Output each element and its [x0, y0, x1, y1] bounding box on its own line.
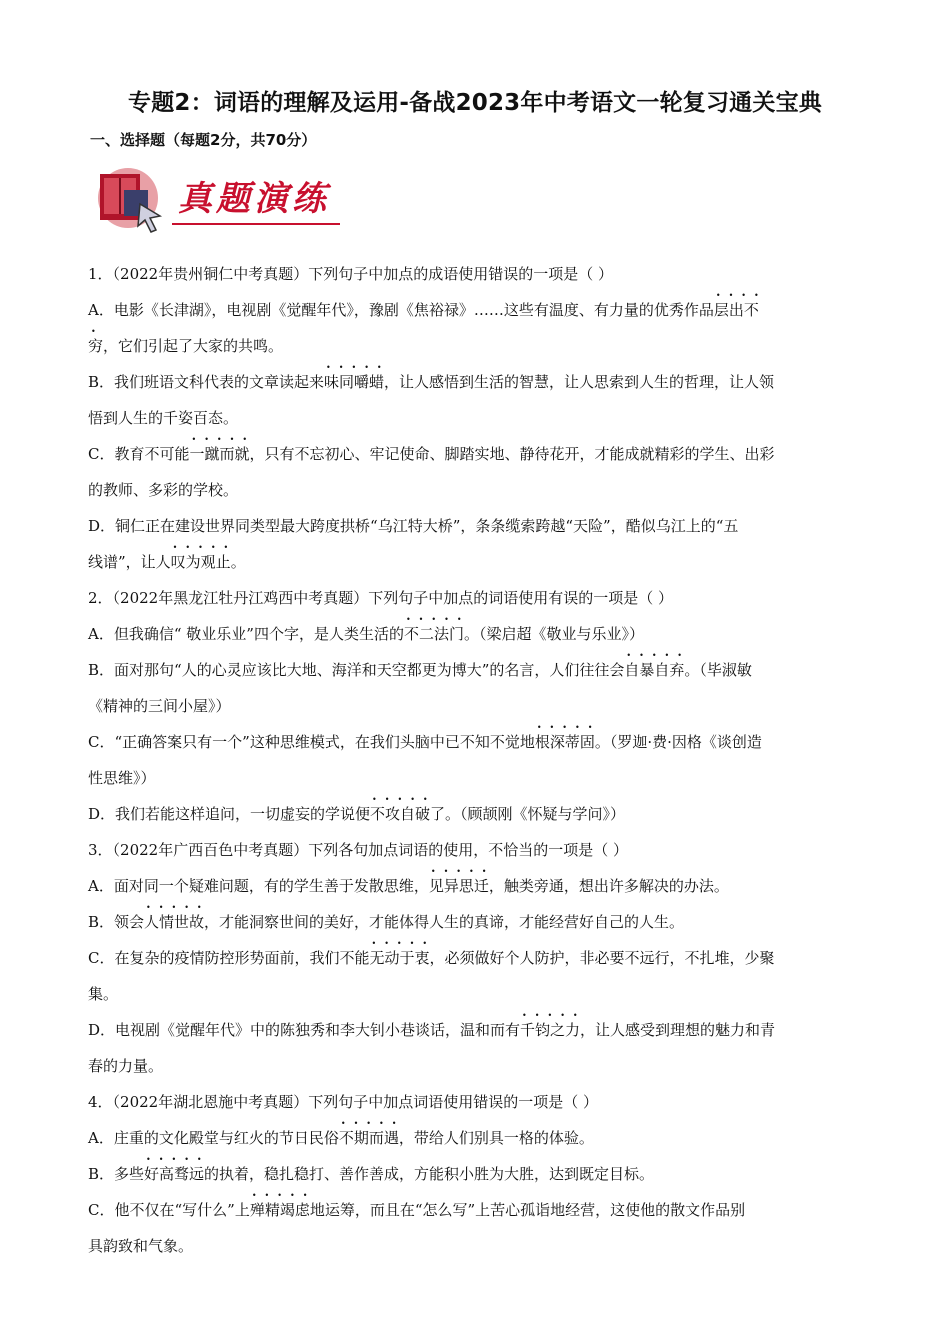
line-text: 4．（2022年湖北恩施中考真题）下列句子中加点词语使用错误的一项是（ ） [88, 1093, 598, 1111]
line-text: B．多些 [88, 1165, 145, 1183]
emphasized-phrase: ••••••• 殚精竭虑 [250, 1201, 310, 1219]
text-line [88, 550, 246, 574]
line-text: 。（毕淑敏 [684, 661, 752, 679]
line-text: A．面对同一个疑难问题，有的学生善于发散思维， [88, 877, 429, 895]
text-line [88, 334, 283, 358]
line-text: 了。（顾颉刚《怀疑与学问》） [430, 805, 626, 823]
emphasized-phrase: ••••••• 人情世故 [144, 913, 204, 931]
line-text: 集。 [88, 985, 119, 1003]
emphasized-phrase: ••••••• 层出不 [714, 301, 759, 319]
line-text: C．在复杂的疫情防控形势面前，我们不能 [88, 949, 370, 967]
text-line [88, 982, 118, 1006]
line-text: A．电影《长津湖》，电视剧《觉醒年代》，豫剧《焦裕禄》……这些有温度、有力量的优秀作品 [88, 301, 714, 319]
line-text: 3．（2022年广西百色中考真题）下列各句加点词语的使用，不恰当的一项是（ ） [88, 841, 628, 859]
line-text: 的教师、多彩的学校。 [88, 481, 239, 499]
emphasized-phrase: ••••••• 一蹴而就 [189, 445, 249, 463]
text-line [88, 910, 684, 934]
text-line [88, 1162, 654, 1186]
line-text: 春的力量。 [88, 1057, 164, 1075]
line-text: B．我们班语文科代表的文章读起来 [88, 373, 325, 391]
line-text: ，它们引起了大家的共鸣。 [103, 337, 284, 355]
text-line [88, 1090, 598, 1114]
text-line [88, 1234, 193, 1258]
text-line [88, 694, 231, 718]
emphasized-phrase: ••••••• 根深蒂固 [535, 733, 595, 751]
line-text: ，让人感悟到生活的智慧，让人思索到人生的哲理，让人领 [384, 373, 775, 391]
line-text: 线谱”，让人 [88, 553, 171, 571]
line-text: B．面对那句“人的心灵应该比大地、海洋和天空都更为博大”的名言，人们往往会 [88, 661, 625, 679]
line-text: C．他不仅在“写什么”上 [88, 1201, 250, 1219]
emphasized-phrase: ••••••• 无动于衷 [369, 949, 429, 967]
line-text: 性思维》） [88, 769, 156, 787]
line-text: B．领会 [88, 913, 145, 931]
line-text: 《精神的三间小屋》） [88, 697, 231, 715]
line-text: D．电视剧《觉醒年代》中的陈独秀和李大钊小巷谈话，温和而有 [88, 1021, 521, 1039]
section-heading: 一、选择题（每题2分，共70分） [90, 131, 317, 149]
text-line [88, 766, 156, 790]
text-line [88, 406, 238, 430]
text-line [88, 658, 752, 682]
line-text: ，才能洞察世间的美好，才能体得人生的真谛，才能经营好自己的人生。 [204, 913, 685, 931]
emphasized-phrase: ••••••• 味同嚼蜡 [324, 373, 384, 391]
text-line [88, 1054, 163, 1078]
line-text: 悟到人生的千姿百态。 [88, 409, 239, 427]
text-line [88, 478, 238, 502]
line-text: 2．（2022年黑龙江牡丹江鸡西中考真题）下列句子中加点的词语使用有误的一项是（ ） [88, 589, 673, 607]
line-text: D．铜仁正在建设世界同类型最大跨度拱桥“乌江特大桥”，条条缆索跨越“天险”，酷似乌江上的“五 [88, 517, 739, 535]
emphasized-phrase: ••••••• 不期而遇 [339, 1129, 399, 1147]
page-title: 专题2：词语的理解及运用-备战2023年中考语文一轮复习通关宝典 [128, 90, 822, 116]
line-text: A．庄重的文化殿堂与红火的节日民俗 [88, 1129, 339, 1147]
emphasized-phrase: ••••••• 叹为观止 [171, 553, 231, 571]
line-text: D．我们若能这样追问，一切虚妄的学说便 [88, 805, 371, 823]
emphasized-phrase: ••••••• 不二法门 [404, 625, 464, 643]
line-text: ，必须做好个人防护，非必要不远行，不扎堆，少聚 [429, 949, 775, 967]
emphasized-phrase: ••••••• 自暴自弃 [624, 661, 684, 679]
line-text: 具韵致和气象。 [88, 1237, 194, 1255]
text-line [88, 946, 775, 970]
banner-text: 真题演练 [178, 179, 330, 219]
text-line [88, 262, 613, 286]
line-text: 地运筹，而且在“怎么写”上苦心孤诣地经营，这使他的散文作品别 [309, 1201, 746, 1219]
emphasized-phrase: ••••••• 千钧之力 [520, 1021, 580, 1039]
text-line [88, 874, 729, 898]
text-line [88, 442, 775, 466]
text-line [88, 586, 673, 610]
text-line [88, 1126, 594, 1150]
line-text: A．但我确信“ 敬业乐业”四个字，是人类生活的 [88, 625, 404, 643]
line-text: 。（梁启超《敬业与乐业》） [463, 625, 644, 643]
emphasized-phrase: ••••••• 好高骛远 [144, 1165, 204, 1183]
line-text: ，只有不忘初心、牢记使命、脚踏实地、静待花开，才能成就精彩的学生、出彩 [249, 445, 775, 463]
text-line [88, 802, 625, 826]
text-line [88, 514, 738, 538]
text-line [88, 298, 759, 322]
line-text: ，带给人们别具一格的体验。 [398, 1129, 594, 1147]
line-text: 。 [230, 553, 246, 571]
line-text: 的执着，稳扎稳打、善作善成，方能积小胜为大胜，达到既定目标。 [204, 1165, 655, 1183]
text-line [88, 730, 762, 754]
emphasized-phrase: ••••••• 见异思迁 [429, 877, 489, 895]
text-line [88, 370, 774, 394]
line-text: ，让人感受到理想的魅力和青 [580, 1021, 776, 1039]
text-line [88, 1198, 745, 1222]
text-line [88, 838, 628, 862]
emphasized-phrase: 穷 [88, 337, 104, 355]
emphasized-phrase: ••••••• 不攻自破 [370, 805, 430, 823]
line-text: 。（罗迦·费·因格《谈创造 [594, 733, 762, 751]
banner [88, 160, 348, 240]
line-text: ，触类旁通，想出许多解决的办法。 [488, 877, 729, 895]
line-text: 1．（2022年贵州铜仁中考真题）下列句子中加点的成语使用错误的一项是（ ） [88, 265, 613, 283]
line-text: C．“正确答案只有一个”这种思维模式，在我们头脑中已不知不觉地 [88, 733, 535, 751]
text-line [88, 1018, 775, 1042]
text-line [88, 622, 644, 646]
line-text: C．教育不可能 [88, 445, 190, 463]
book-cursor-icon [88, 160, 348, 240]
